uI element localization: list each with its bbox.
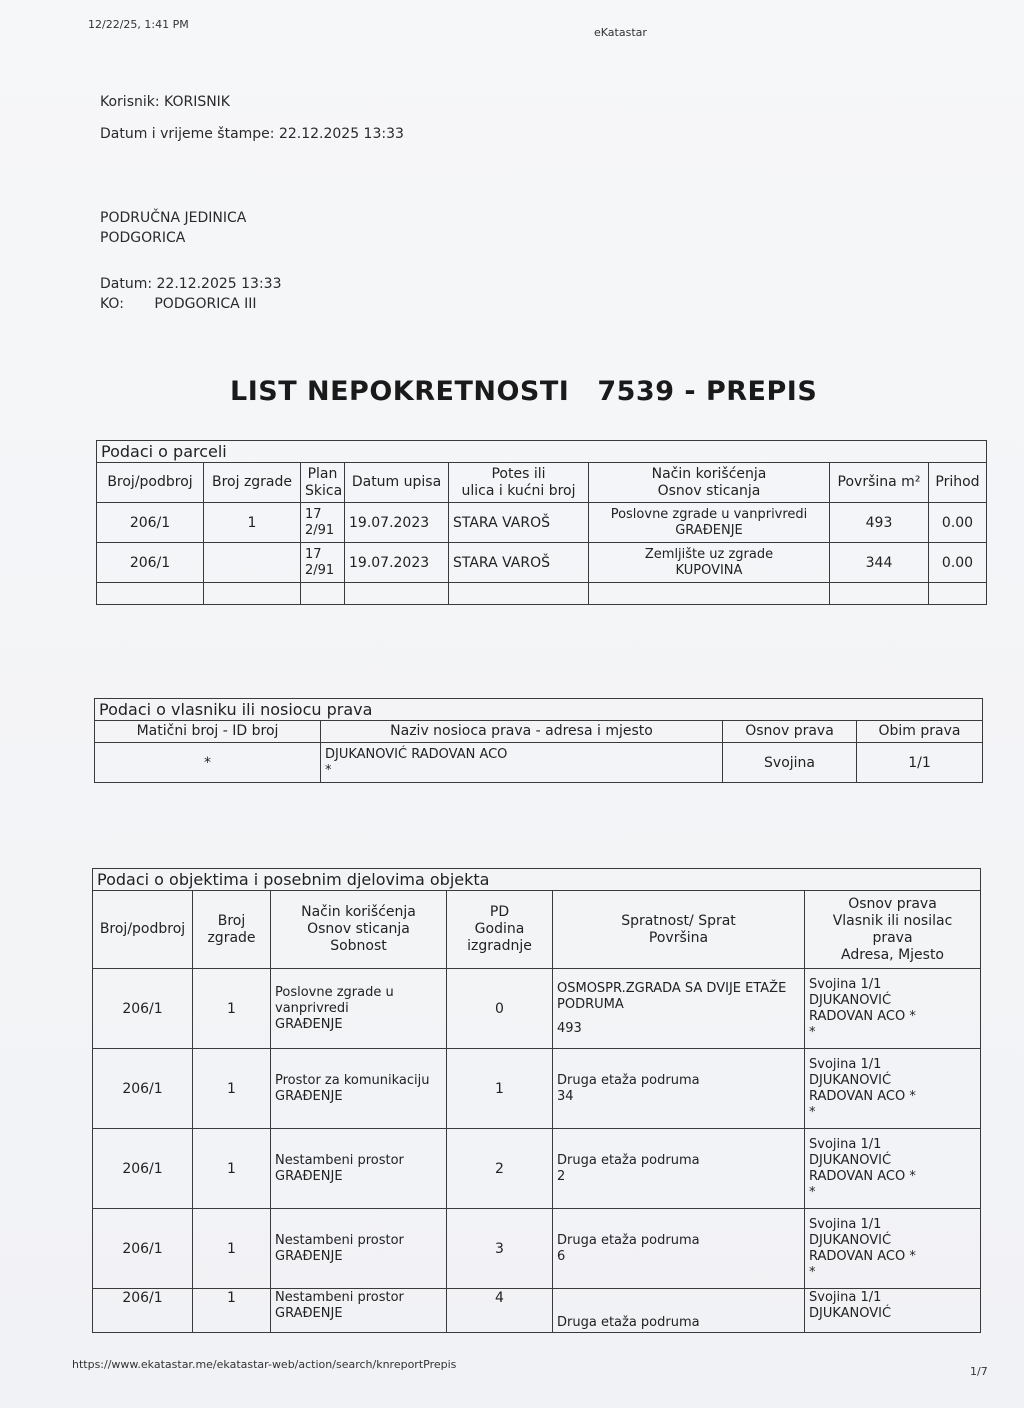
col-maticni: Matični broj - ID broj xyxy=(95,721,321,743)
col-plan: Plan Skica xyxy=(301,463,345,503)
cell-pd: 4 xyxy=(447,1289,553,1333)
table-row xyxy=(97,503,987,543)
cell-plan: 17 2/91 xyxy=(301,543,345,583)
cell-nacin: Poslovne zgrade u vanprivredi GRAĐENJE xyxy=(589,503,830,543)
cell-zgrada: 1 xyxy=(193,1289,271,1333)
col-pd: PD Godina izgradnje xyxy=(447,891,553,969)
col-potes: Potes ili ulica i kućni broj xyxy=(449,463,589,503)
table-row xyxy=(93,1129,981,1209)
cell-vlasnik: Svojina 1/1 DJUKANOVIĆ RADOVAN ACO * * xyxy=(805,1049,981,1129)
footer-url: https://www.ekatastar.me/ekatastar-web/action/search/knreportPrepis xyxy=(72,1358,457,1371)
print-time-line: Datum i vrijeme štampe: 22.12.2025 13:33 xyxy=(100,126,404,142)
cell-obim: 1/1 xyxy=(857,743,983,783)
table-row xyxy=(93,969,981,1049)
cell-osnov: Svojina xyxy=(723,743,857,783)
title-prefix: LIST NEPOKRETNOSTI xyxy=(230,376,570,407)
cell-broj: 206/1 xyxy=(93,1289,193,1333)
cell-pd: 3 xyxy=(447,1209,553,1289)
cell-vlasnik: Svojina 1/1 DJUKANOVIĆ RADOVAN ACO * * xyxy=(805,969,981,1049)
cell-vlasnik: Svojina 1/1 DJUKANOVIĆ RADOVAN ACO * * xyxy=(805,1209,981,1289)
table-row xyxy=(93,1289,981,1333)
user-line: Korisnik: KORISNIK xyxy=(100,94,230,110)
objects-table xyxy=(92,868,981,1333)
print-app-name: eKatastar xyxy=(594,26,647,39)
unit-info xyxy=(100,208,246,248)
objects-header-row xyxy=(93,891,981,969)
col-datum: Datum upisa xyxy=(345,463,449,503)
cell-broj: 206/1 xyxy=(93,1209,193,1289)
cell-zgrada: 1 xyxy=(193,1129,271,1209)
cell-nacin: Prostor za komunikaciju GRAĐENJE xyxy=(271,1049,447,1129)
col-broj: Broj/podbroj xyxy=(93,891,193,969)
parcel-header-row xyxy=(97,463,987,503)
cell-broj: 206/1 xyxy=(93,1049,193,1129)
cell-datum: 19.07.2023 xyxy=(345,503,449,543)
cell-sprat: Druga etaža podruma 6 xyxy=(553,1209,805,1289)
col-osnov: Osnov prava xyxy=(723,721,857,743)
cell-pd: 1 xyxy=(447,1049,553,1129)
cell-nacin: Nestambeni prostor GRAĐENJE xyxy=(271,1129,447,1209)
unit-name: PODGORICA xyxy=(100,230,186,246)
cell-nacin: Zemljište uz zgrade KUPOVINA xyxy=(589,543,830,583)
ko-line xyxy=(100,294,281,314)
parcel-section-title: Podaci o parceli xyxy=(97,441,987,463)
user-info xyxy=(100,92,404,144)
title-number: 7539 - PREPIS xyxy=(597,376,818,407)
cell-sprat: Druga etaža podruma 2 xyxy=(553,1129,805,1209)
cell-sprat: Druga etaža podruma 34 xyxy=(553,1049,805,1129)
date-line: Datum: 22.12.2025 13:33 xyxy=(100,276,282,292)
cell-broj: 206/1 xyxy=(93,1129,193,1209)
cell-broj: 206/1 xyxy=(97,503,204,543)
cell-zgrada xyxy=(204,543,301,583)
col-osnov: Osnov prava Vlasnik ili nosilac prava Adresa, Mjesto xyxy=(805,891,981,969)
col-obim: Obim prava xyxy=(857,721,983,743)
cell-zgrada: 1 xyxy=(204,503,301,543)
cell-pd: 2 xyxy=(447,1129,553,1209)
print-datetime: 12/22/25, 1:41 PM xyxy=(88,18,189,31)
cell-vlasnik: Svojina 1/1 DJUKANOVIĆ RADOVAN ACO * * xyxy=(805,1129,981,1209)
cell-maticni: * xyxy=(95,743,321,783)
cell-povrsina: 344 xyxy=(830,543,929,583)
col-zgrada: Broj zgrade xyxy=(204,463,301,503)
owner-table xyxy=(94,698,983,783)
cell-prihod: 0.00 xyxy=(929,503,987,543)
table-row xyxy=(93,1209,981,1289)
parcel-table xyxy=(96,440,987,605)
col-nacin: Način korišćenja Osnov sticanja Sobnost xyxy=(271,891,447,969)
cell-sprat: Druga etaža podruma xyxy=(553,1289,805,1333)
cell-pd: 0 xyxy=(447,969,553,1049)
document-title xyxy=(230,376,860,407)
col-prihod: Prihod xyxy=(929,463,987,503)
table-row xyxy=(97,543,987,583)
cell-datum: 19.07.2023 xyxy=(345,543,449,583)
cell-zgrada: 1 xyxy=(193,1209,271,1289)
table-row-empty xyxy=(97,583,987,605)
cell-zgrada: 1 xyxy=(193,969,271,1049)
cell-nacin: Nestambeni prostor GRAĐENJE xyxy=(271,1289,447,1333)
owner-header-row xyxy=(95,721,983,743)
cell-zgrada: 1 xyxy=(193,1049,271,1129)
table-row xyxy=(93,1049,981,1129)
col-povrsina: Površina m² xyxy=(830,463,929,503)
col-sprat: Spratnost/ Sprat Površina xyxy=(553,891,805,969)
cell-potes: STARA VAROŠ xyxy=(449,543,589,583)
owner-section-title: Podaci o vlasniku ili nosiocu prava xyxy=(95,699,983,721)
cell-broj: 206/1 xyxy=(97,543,204,583)
cell-prihod: 0.00 xyxy=(929,543,987,583)
cell-nacin: Poslovne zgrade u vanprivredi GRAĐENJE xyxy=(271,969,447,1049)
col-zgrada: Broj zgrade xyxy=(193,891,271,969)
cell-povrsina: 493 xyxy=(830,503,929,543)
cell-naziv: DJUKANOVIĆ RADOVAN ACO * xyxy=(321,743,723,783)
table-row xyxy=(95,743,983,783)
ko-value: PODGORICA III xyxy=(154,296,257,312)
page-number: 1/7 xyxy=(970,1365,988,1378)
cell-plan: 17 2/91 xyxy=(301,503,345,543)
date-info xyxy=(100,274,281,314)
col-broj: Broj/podbroj xyxy=(97,463,204,503)
cell-nacin: Nestambeni prostor GRAĐENJE xyxy=(271,1209,447,1289)
objects-section-title: Podaci o objektima i posebnim djelovima objekta xyxy=(93,869,981,891)
cell-broj: 206/1 xyxy=(93,969,193,1049)
unit-label: PODRUČNA JEDINICA xyxy=(100,210,247,226)
ko-label: KO: xyxy=(100,296,124,312)
cell-vlasnik: Svojina 1/1 DJUKANOVIĆ xyxy=(805,1289,981,1333)
col-naziv: Naziv nosioca prava - adresa i mjesto xyxy=(321,721,723,743)
cell-sprat: OSMOSPR.ZGRADA SA DVIJE ETAŽE PODRUMA 493 xyxy=(553,969,805,1049)
col-nacin: Način korišćenja Osnov sticanja xyxy=(589,463,830,503)
cell-potes: STARA VAROŠ xyxy=(449,503,589,543)
